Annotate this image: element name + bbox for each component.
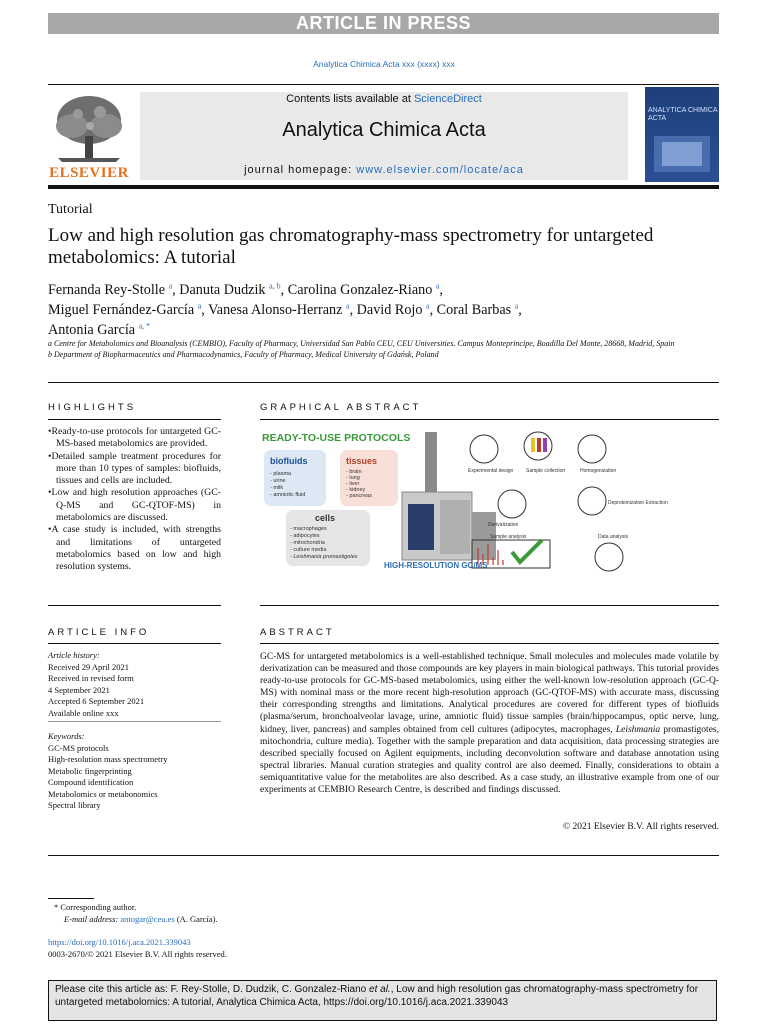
- highlight-item: • A case study is included, with strengths and limitations of untargeted metabolomics based on low and high resolution systems.: [48, 524, 221, 573]
- highlight-item: • Detailed sample treatment procedures for more than 10 types of samples: biofluids, tissues and cells are included.: [48, 451, 221, 488]
- author[interactable]: David Rojo: [356, 302, 423, 318]
- abstract-part: GC-MS for untargeted metabolomics is a well-established technique. Small molecules and molecules made volatile by derivatization can be measured and those compounds are key players in main biological pathways. This tutorial provides ready-to-use protocols for GC-MS-based metabolomics, using either the well-known low-resolution approach (GC-Q-MS) with nominal mass or the more recent high-resolution approach (GC-QTOF-MS) with accurate mass, discussing their corresponding strengths and limitations. Analytical procedures are covered for different types of biofluids (plasma/serum, bronchoalveolar lavage, urine, amniotic fluid) tissue samples (brain/hippocampus, optic nerve, lung, kidney, liver, pancreas) and samples obtained from cell cultures (adipocytes, macrophages,: [260, 652, 719, 735]
- history-line: Accepted 6 September 2021: [48, 696, 145, 706]
- workflow-step: Data analysis: [598, 534, 629, 540]
- check-icon: [512, 540, 542, 562]
- graphical-abstract-figure[interactable]: [260, 422, 719, 577]
- cells-title: cells: [315, 513, 336, 523]
- affiliations: [48, 338, 688, 360]
- contents-prefix: Contents lists available at: [286, 93, 414, 105]
- masthead-bottom-rule: [48, 185, 719, 189]
- copyright: © 2021 Elsevier B.V. All rights reserved.: [562, 822, 719, 832]
- graphical-abstract-rule: [260, 419, 719, 420]
- cells-item: - Leishmania promastigotes: [290, 554, 358, 560]
- keyword: Spectral library: [48, 800, 101, 810]
- highlight-item: • Low and high resolution approaches (GC-Q-MS and GC-QTOF-MS) in metabolomics are discussed.: [48, 487, 221, 524]
- journal-title: Analytica Chimica Acta: [282, 119, 486, 141]
- cover-title: ANALYTICA CHIMICA ACTA: [648, 107, 718, 122]
- keywords: [48, 731, 221, 812]
- article-info-heading: ARTICLE INFO: [48, 627, 150, 638]
- corresponding-author-note: * Corresponding author.: [54, 902, 137, 912]
- biofluids-item: - plasma: [270, 471, 292, 477]
- article-title: Low and high resolution gas chromatography-mass spectrometry for untargeted metabolomics: A tutorial: [48, 225, 654, 268]
- article-info-rule: [48, 643, 221, 644]
- keyword: Metabolomics or metabonomics: [48, 788, 158, 799]
- contents-line: [140, 93, 628, 105]
- author[interactable]: Miguel Fernández-García: [48, 302, 195, 318]
- doi-link[interactable]: https://doi.org/10.1016/j.aca.2021.339043: [48, 937, 191, 947]
- author[interactable]: Fernanda Rey-Stolle: [48, 282, 166, 298]
- author[interactable]: Coral Barbas: [436, 302, 512, 318]
- affiliation-marker[interactable]: a, *: [138, 321, 151, 331]
- homepage-link[interactable]: www.elsevier.com/locate/aca: [356, 164, 524, 176]
- workflow-step: Derivatization: [488, 522, 519, 528]
- workflow-step: Sample analysis: [490, 534, 527, 540]
- citation-etal: et al.: [369, 984, 391, 995]
- workflow-step: Deproteinization Extraction: [608, 500, 668, 506]
- abstract-part: promastigotes, mitochondria, culture media). Together with the sample preparation and data acquisition, data processing strategies are described specially focused on Agilent equipments, including deconvolution software and database annotation using spectral libraries. Manual curation strategies and quality control are also deemed. Finally, considerations to obtain a semiquantitative value for the metabolites are also described. As a case study, an illustrative example from one of our experiments at CEMBIO Research Centre, is described and findings discussed.: [260, 724, 719, 796]
- keyword: Metabolic fingerprinting: [48, 765, 132, 776]
- highlights-rule: [48, 419, 221, 420]
- keywords-label: Keywords:: [48, 731, 85, 741]
- tissues-item: - kidney: [346, 487, 366, 493]
- cells-item: - adipocytes: [290, 533, 320, 539]
- abstract-rule: [260, 643, 719, 644]
- abstract-heading: ABSTRACT: [260, 627, 335, 638]
- homepage-prefix: journal homepage:: [244, 164, 357, 176]
- history-line: Available online xxx: [48, 707, 119, 718]
- author[interactable]: Carolina Gonzalez-Riano: [287, 282, 433, 298]
- article-history: [48, 650, 221, 719]
- abstract-bottom-rule: [48, 855, 719, 856]
- header-top-rule: [48, 84, 719, 85]
- citation-prefix: Please cite this article as: F. Rey-Stolle, D. Dudzik, C. Gonzalez-Riano: [55, 984, 370, 995]
- elsevier-wordmark: ELSEVIER: [49, 165, 129, 181]
- doi-block: [48, 937, 227, 960]
- history-line: 4 September 2021: [48, 684, 110, 695]
- cells-item: - macrophages: [290, 526, 327, 532]
- email-link[interactable]: antogar@ceu.es: [120, 913, 175, 924]
- email-suffix: (A. García).: [174, 913, 218, 924]
- keyword: High-resolution mass spectrometry: [48, 754, 168, 764]
- workflow-step: Experimental design: [468, 468, 514, 474]
- citation-box: [48, 980, 717, 1021]
- abstract-italic-term: Leishmania: [615, 724, 661, 735]
- workflow-step: Homogenization: [580, 468, 617, 474]
- email-label: E-mail address:: [64, 913, 121, 924]
- author[interactable]: Vanesa Alonso-Herranz: [208, 302, 343, 318]
- biofluids-item: - amniotic fluid: [270, 492, 306, 498]
- highlight-item: • Ready-to-use protocols for untargeted GC-MS-based metabolomics are provided.: [48, 426, 221, 451]
- journal-homepage: [140, 164, 628, 176]
- issn-line: 0003-2670/© 2021 Elsevier B.V. All rights reserved.: [48, 948, 227, 959]
- affiliation-marker[interactable]: a: [168, 281, 173, 291]
- affiliation-marker[interactable]: a, b: [269, 281, 281, 291]
- keyword: Compound identification: [48, 777, 134, 787]
- highlights-bottom-rule: [48, 605, 221, 606]
- tissues-item: - brain: [346, 469, 362, 475]
- abstract-text: [260, 651, 719, 796]
- keyword: GC-MS protocols: [48, 742, 109, 753]
- biofluids-item: - urine: [270, 478, 286, 484]
- cells-item: - culture media: [290, 547, 327, 553]
- author[interactable]: Antonia García: [48, 322, 136, 338]
- history-line: Received 29 April 2021: [48, 661, 129, 672]
- cover-art: [650, 128, 714, 178]
- graphical-abstract-heading: GRAPHICAL ABSTRACT: [260, 402, 422, 413]
- biofluids-title: biofluids: [270, 456, 308, 466]
- highlights-heading: HIGHLIGHTS: [48, 402, 137, 413]
- affiliation-marker[interactable]: a: [426, 301, 430, 311]
- affiliation-b: b Department of Biopharmaceutics and Pharmacodynamics, Faculty of Pharmacy, Medical University of Gdańsk, Poland: [48, 350, 439, 359]
- affiliation-a: a Centre for Metabolomics and Bioanalysis (CEMBIO), Faculty of Pharmacy, Universidad San Pablo CEU, CEU Universities. Campus Monteprincipe, Boadilla Del Monte, 28668, Madrid, Spain: [48, 339, 675, 348]
- article-history-label: Article history:: [48, 650, 100, 660]
- affiliation-marker[interactable]: a: [197, 301, 202, 311]
- affiliation-marker[interactable]: a: [514, 301, 519, 311]
- sample-tubes: [531, 438, 547, 452]
- footnote-rule: [48, 898, 94, 899]
- citation-suffix: , Low and high resolution gas chromatography-mass spectrometry for untargeted metabolomics: A tutorial, Analytica Chimica Acta, https://doi.org/10.1016/j.aca.2021.339043: [55, 984, 699, 1008]
- section-rule: [48, 382, 719, 383]
- gcms-instrument: [402, 432, 496, 560]
- tissues-item: - lung: [346, 475, 360, 481]
- author[interactable]: Danuta Dudzik: [179, 282, 266, 298]
- article-type: Tutorial: [48, 202, 93, 217]
- tissues-item: - liver: [346, 481, 360, 487]
- history-line: Received in revised form: [48, 673, 134, 683]
- workflow-step: Sample collection: [526, 468, 566, 474]
- footnote: [54, 902, 218, 925]
- affiliation-marker[interactable]: a: [346, 301, 350, 311]
- highlights-list: [48, 426, 221, 574]
- sciencedirect-link[interactable]: ScienceDirect: [413, 93, 482, 105]
- ga-footer: HIGH-RESOLUTION GC/MS: [384, 561, 488, 570]
- ga-heading: READY-TO-USE PROTOCOLS: [262, 432, 411, 444]
- tissues-item: - pancreas: [346, 493, 372, 499]
- article-in-press-banner: ARTICLE IN PRESS: [48, 13, 719, 34]
- tissues-title: tissues: [346, 456, 378, 466]
- biofluids-item: - milk: [270, 485, 284, 491]
- affiliation-marker[interactable]: a: [435, 281, 440, 291]
- journal-reference-link[interactable]: Analytica Chimica Acta xxx (xxxx) xxx: [313, 59, 455, 69]
- graphical-abstract-bottom-rule: [260, 605, 719, 606]
- keywords-rule: [48, 721, 221, 722]
- author-list: Fernanda Rey-Stolle $^a$, Danuta Dudzik $^{a, b}$, Carolina Gonzalez-Riano $^a$, Miguel Fernández-García $^a$, Vanesa Alonso-Herranz $^a$, David Rojo $^a$, Coral Barbas $^a$, Antonia García $^{a, *}$: [48, 281, 522, 338]
- cells-item: - mitochondria: [290, 540, 325, 546]
